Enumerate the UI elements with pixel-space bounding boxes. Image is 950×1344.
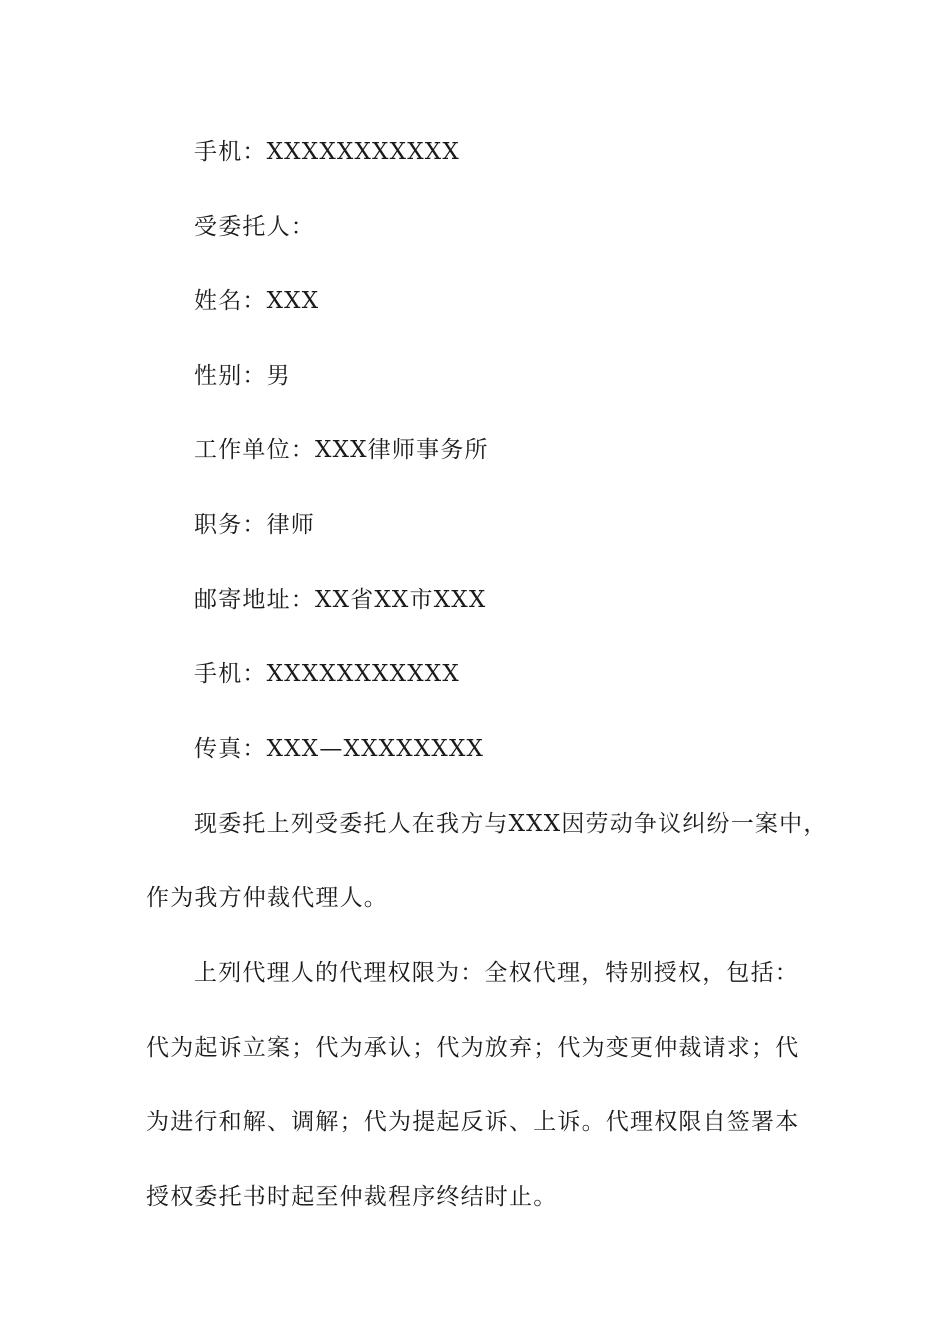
agent-heading: 受委托人： bbox=[194, 214, 315, 240]
agent-phone: 手机：XXXXXXXXXXX bbox=[194, 661, 460, 687]
paragraph-2-line-4: 授权委托书时起至仲裁程序终结时止。 bbox=[146, 1184, 558, 1210]
agent-name: 姓名：XXX bbox=[194, 288, 320, 314]
agent-fax: 传真：XXX—XXXXXXXX bbox=[194, 736, 485, 762]
agent-address: 邮寄地址：XX省XX市XXX bbox=[194, 587, 487, 613]
paragraph-2-line-2: 代为起诉立案；代为承认；代为放弃；代为变更仲裁请求；代 bbox=[146, 1035, 800, 1061]
paragraph-2-line-3: 为进行和解、调解；代为提起反诉、上诉。代理权限自签署本 bbox=[146, 1109, 800, 1135]
paragraph-1-line-1: 现委托上列受委托人在我方与XXX因劳动争议纠纷一案中， bbox=[194, 811, 828, 837]
principal-phone: 手机：XXXXXXXXXXX bbox=[194, 139, 460, 165]
agent-position: 职务：律师 bbox=[194, 512, 315, 538]
agent-gender: 性别：男 bbox=[194, 363, 291, 389]
paragraph-1-line-2: 作为我方仲裁代理人。 bbox=[146, 885, 388, 911]
agent-employer: 工作单位：XXX律师事务所 bbox=[194, 437, 489, 463]
paragraph-2-line-1: 上列代理人的代理权限为：全权代理，特别授权，包括： bbox=[194, 960, 799, 986]
